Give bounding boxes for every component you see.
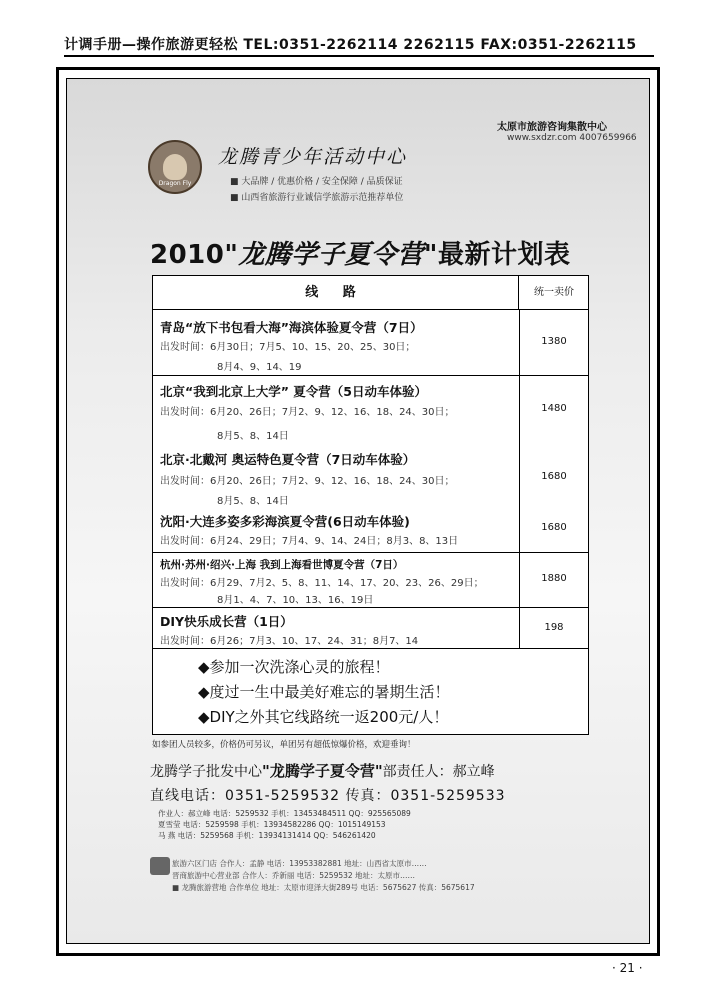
title-year: 2010 bbox=[150, 240, 225, 270]
route-price: 1680 bbox=[541, 471, 567, 482]
departure-dates-cont: 8月5、8、14日 bbox=[217, 496, 289, 507]
promo-bullet: ◆DIY之外其它线路统一返200元/人！ bbox=[198, 708, 449, 726]
route-title: 杭州·苏州·绍兴·上海 我到上海看世博夏令营（7日） bbox=[160, 559, 404, 571]
contact-line: 夏雪莹 电话：5259598 手机：13934582286 QQ：1015149153 bbox=[158, 820, 386, 829]
resp-suffix: 部责任人：郝立峰 bbox=[382, 764, 495, 780]
footer-line: ■ 龙腾旅游营地 合作单位 地址：太原市迎泽大街289号 电话：5675627 传真：5675617 bbox=[172, 883, 475, 892]
departure-dates: 出发时间：6月24、29日；7月4、9、14、24日；8月3、8、13日 bbox=[160, 536, 459, 547]
responsible-line bbox=[150, 760, 495, 781]
title-name: "龙腾学子夏令营" bbox=[224, 240, 438, 270]
contact-line: 马 燕 电话：5259568 手机：13934131414 QQ：546261420 bbox=[158, 831, 376, 840]
route-price: 1680 bbox=[541, 522, 567, 533]
departure-dates-cont: 8月1、4、7、10、13、16、19日 bbox=[217, 595, 374, 606]
route-title: 北京·北戴河 奥运特色夏令营（7日动车体验） bbox=[160, 452, 416, 467]
row-divider bbox=[153, 648, 588, 649]
title-suffix: 最新计划表 bbox=[437, 240, 571, 270]
route-price: 198 bbox=[544, 622, 564, 633]
route-title: 青岛“放下书包看大海”海滨体验夏令营（7日） bbox=[160, 320, 423, 335]
slogan-2: ■ 山西省旅游行业诚信学旅游示范推荐单位 bbox=[230, 193, 404, 203]
group-note: 如参团人员较多，价格仍可另议，单团另有超低惊爆价格，欢迎垂询！ bbox=[152, 740, 416, 750]
route-title: 沈阳·大连多姿多彩海滨夏令营(6日动车体验) bbox=[160, 514, 410, 529]
contact-line: 作业人：郝立峰 电话：5259532 手机：13453484511 QQ：925565089 bbox=[158, 809, 411, 818]
route-price: 1480 bbox=[541, 403, 567, 414]
phone-line: 直线电话：0351-5259532 传真：0351-5259533 bbox=[150, 788, 506, 804]
footer-line: 晋商旅游中心营业部 合作人：乔新丽 电话：5259532 地址：太原市…… bbox=[172, 871, 416, 880]
promo-bullet: ◆参加一次洗涤心灵的旅程！ bbox=[198, 658, 390, 676]
center-url: www.sxdzr.com 4007659966 bbox=[507, 133, 637, 143]
org-name: 龙腾青少年活动中心 bbox=[218, 146, 408, 168]
departure-dates: 出发时间：6月20、26日；7月2、9、12、16、18、24、30日； bbox=[160, 476, 455, 487]
row-divider bbox=[153, 375, 588, 376]
departure-dates: 出发时间：6月30日；7月5、10、15、20、25、30日； bbox=[160, 342, 416, 353]
main-title bbox=[150, 234, 570, 271]
departure-dates: 出发时间：6月29、7月2、5、8、11、14、17、20、23、26、29日； bbox=[160, 578, 484, 589]
departure-dates-cont: 8月4、9、14、19 bbox=[217, 362, 302, 373]
route-price: 1880 bbox=[541, 573, 567, 584]
logo-figure bbox=[163, 154, 187, 180]
footer-logo-icon bbox=[150, 857, 170, 875]
route-title: 北京“我到北京上大学” 夏令营（5日动车体验） bbox=[160, 384, 427, 399]
slogan-1: ■ 大品牌 / 优惠价格 / 安全保障 / 品质保证 bbox=[230, 177, 403, 187]
header-route: 线 路 bbox=[153, 276, 519, 310]
row-divider bbox=[153, 552, 588, 553]
header-price: 统一卖价 bbox=[519, 276, 589, 310]
schedule-table bbox=[152, 275, 589, 735]
dragon-logo-icon bbox=[148, 140, 202, 194]
header-rule bbox=[64, 55, 654, 57]
route-price: 1380 bbox=[541, 336, 567, 347]
footer-line: 旅游六区门店 合作人：孟静 电话：13953382881 地址：山西省太原市…… bbox=[172, 859, 427, 868]
logo-text: Dragon Fly bbox=[158, 180, 192, 187]
resp-prefix: 龙腾学子批发中心 bbox=[150, 764, 262, 780]
center-name: 太原市旅游咨询集散中心 bbox=[497, 122, 607, 133]
resp-name: "龙腾学子夏令营" bbox=[262, 762, 383, 780]
departure-dates: 出发时间：6月20、26日；7月2、9、12、16、18、24、30日； bbox=[160, 407, 455, 418]
page-header: 计调手册—操作旅游更轻松 TEL:0351-2262114 2262115 FAX:0351-2262115 bbox=[64, 37, 637, 53]
departure-dates: 出发时间：6月26；7月3、10、17、24、31；8月7、14 bbox=[160, 636, 419, 647]
row-divider bbox=[153, 607, 588, 608]
page-number: · 21 · bbox=[612, 961, 643, 975]
route-title: DIY快乐成长营（1日） bbox=[160, 614, 293, 629]
departure-dates-cont: 8月5、8、14日 bbox=[217, 431, 289, 442]
promo-bullet: ◆度过一生中最美好难忘的暑期生活！ bbox=[198, 683, 450, 701]
